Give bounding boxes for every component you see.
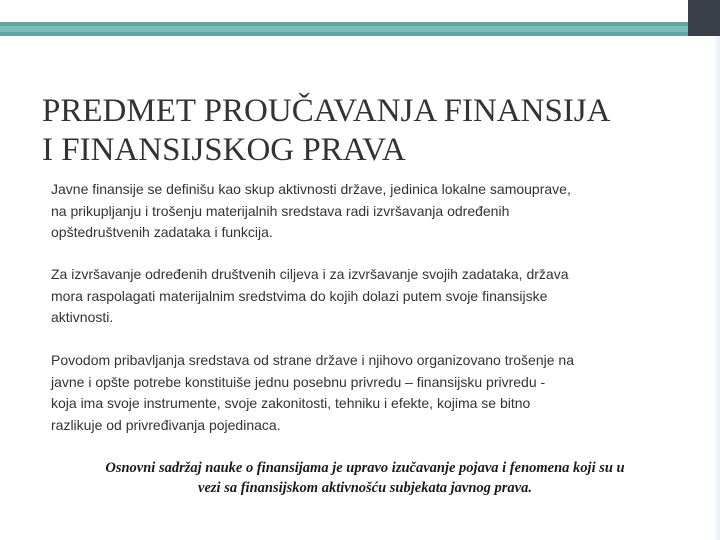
conclusion-statement [40,458,690,498]
paragraph-financial-economy [51,350,661,436]
paragraph-line: Za izvršavanje određenih društvenih ciljeva i za izvršavanje svojih zadataka, država [51,266,569,282]
paragraph-state-goals [51,264,661,329]
paragraph-line: aktivnosti. [51,309,114,325]
paragraph-line: na prikupljanju i trošenju materijalnih sredstava radi izvršavanja određenih [51,202,510,219]
paragraph-line: koja ima svoje instrumente, svoje zakonitosti, tehniku i efekte, kojima se bitno [51,395,531,411]
conclusion-line-2: vezi sa finansijskom aktivnošću subjekata javnog prava. [198,480,532,496]
paragraph-line: razlikuje od privređivanja pojedinaca. [51,416,281,433]
paragraph-definition [51,179,661,244]
paragraph-line: mora raspolagati materijalnim sredstvima do kojih dolazi putem svoje finansijske [51,287,548,304]
teal-accent-highlight [0,26,688,32]
corner-dark-block [688,0,720,36]
title-line-1: PREDMET PROUČAVANJA FINANSIJA [42,93,611,129]
paragraph-line: Javne finansije se definišu kao skup aktivnosti države, jedinica lokalne samouprave, [51,181,571,197]
paragraph-line: opštedruštvenih zadataka i funkcija. [51,224,273,240]
paragraph-line: Povodom pribavljanja sredstava od strane države i njihovo organizovano trošenje na [51,352,574,368]
right-edge-shadow [712,36,720,540]
slide-title [42,92,702,170]
paragraph-line: javne i opšte potrebe konstituiše jednu posebnu privredu – finansijsku privredu - [51,373,546,390]
conclusion-line-1: Osnovni sadržaj nauke o finansijama je upravo izučavanje pojava i fenomena koji su u [105,460,625,476]
title-line-2: I FINANSIJSKOG PRAVA [42,132,406,168]
